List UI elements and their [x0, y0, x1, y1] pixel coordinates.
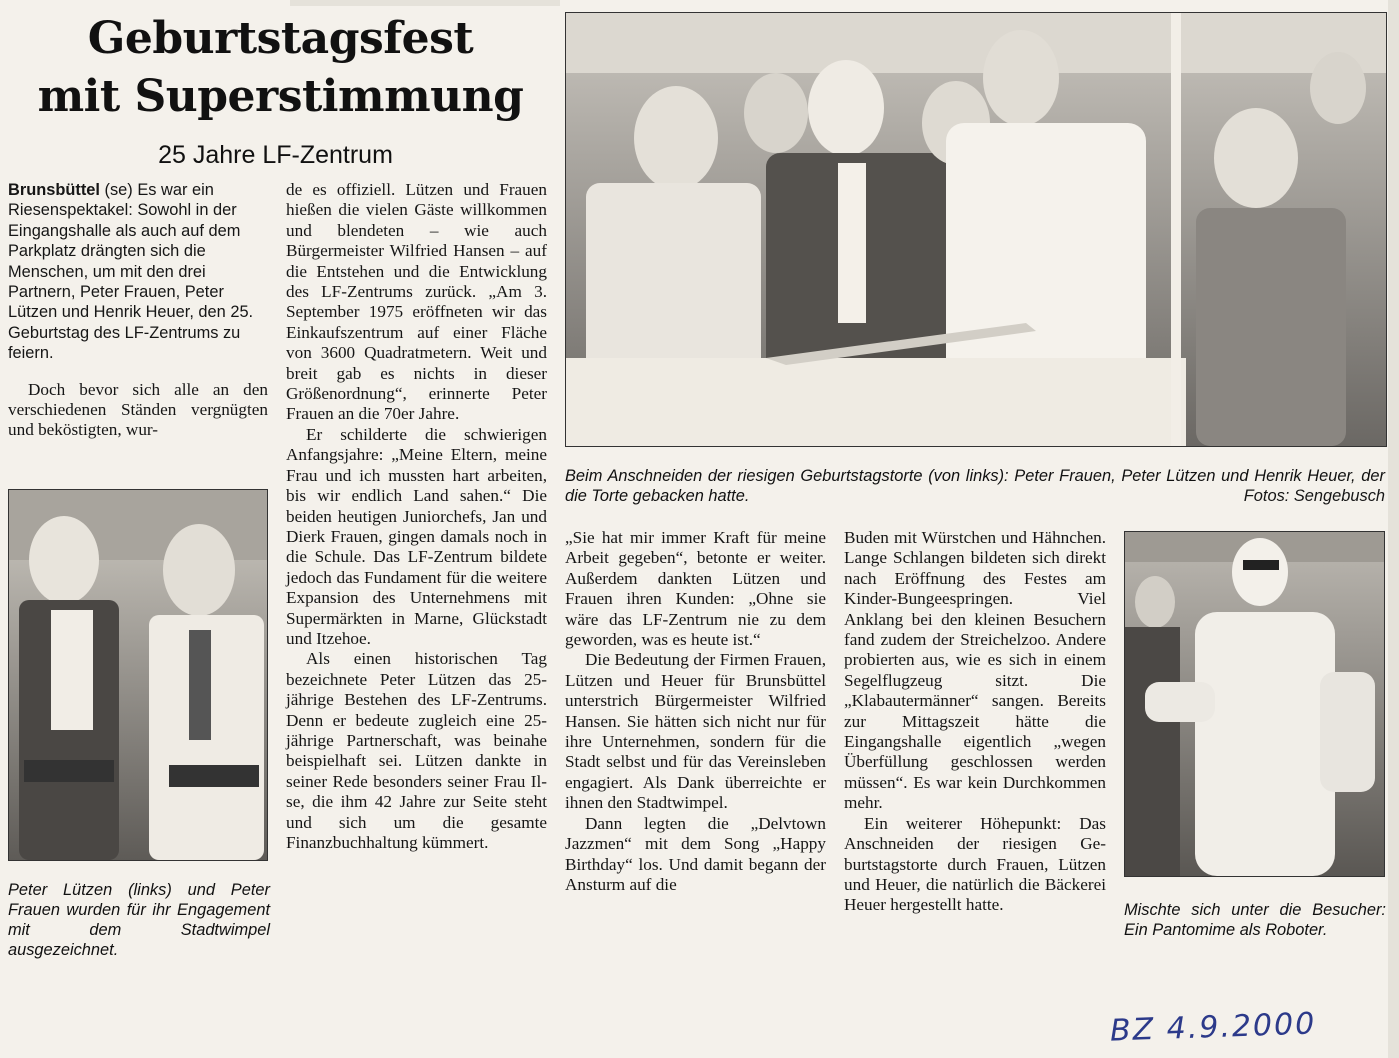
- article-paragraph-5: Die Bedeutung der Firmen Frauen, Lützen und Heuer für Brunsbüttel unterstrich Bürgermeister Wilfried Hansen. Sie hätten sich nicht nur für ihre Unternehmen, sondern für die Stadt selbst und für das Vereinsleben engagiert. Als Dank überreichte er ihnen den Stadtwimpel.: [565, 650, 826, 813]
- photo-cake-cutting-image: [566, 13, 1386, 446]
- article-dateline: Brunsbüttel: [8, 181, 100, 199]
- photo-pantomime: [1124, 531, 1385, 877]
- article-paragraph-1-cont: de es offiziell. Lützen und Frauen hießen die vielen Gäste willkommen und blendeten – wie auch Bürgermeister Wilfried Hansen – auf die Entstehen und die Entwicklung des LF-Zentrums zurück. „Am 3. September 1975 eröffneten wir das Einkaufszentrum auf einer Fläche von 3600 Quadratmetern. Weit und breit gab es nichts in dieser Größenordnung“, erinnerte Peter Frauen an die 70er Jahre.: [286, 180, 547, 424]
- caption-main-photo: Beim Anschneiden der riesigen Geburtstagstorte (von links): Peter Frauen, Peter Lützen und Henrik Heuer, der die Torte gebacken hatte.: [565, 467, 1385, 505]
- adjacent-article-remnant-right: [1388, 0, 1399, 1058]
- article-paragraph-7: Ein weiterer Höhepunkt: Das Anschneiden der riesigen Geburtstagstorte durch Frauen, Lützen und Heuer, die natürlich die Bäckerei Heuer hergestellt hatte.: [844, 813, 1106, 915]
- article-paragraph-3: Als einen historischen Tag bezeichnete Peter Lützen das 25-jährige Bestehen des LF-Zentrums. Denn er bedeute zugleich eine 25-jährige Partnerschaft, was beinahe beispielhaft sei. Lützen dankte in seiner Rede besonders seiner Frau Ilse, die ihm 42 Jahre zur Seite steht und sich um die gesamte Finanzbuchhaltung kümmert.: [286, 649, 547, 852]
- adjacent-article-remnant-top: [290, 0, 560, 6]
- headline-line-2: mit Superstimmung: [37, 71, 524, 122]
- handwritten-date-note: BZ 4.9.2000: [1109, 1006, 1317, 1049]
- article-paragraph-1-start: Doch bevor sich alle an den verschiedenen Ständen vergnügten und beköstigten, wur-: [8, 379, 268, 440]
- article-headline: [8, 10, 553, 126]
- article-column-2: [286, 180, 547, 853]
- photo-lutzen-frauen-image: [9, 490, 267, 860]
- article-column-1: [8, 180, 268, 441]
- photo-lutzen-frauen: [8, 489, 268, 861]
- article-column-4: [844, 528, 1106, 916]
- caption-left-photo: Peter Lützen (links) und Peter Frauen wurden für ihr Engagement mit dem Stadtwimpel ausgezeichnet.: [8, 881, 270, 959]
- photo-cake-cutting: [565, 12, 1387, 447]
- photo-credit: Fotos: Sengebusch: [1243, 487, 1385, 505]
- article-subheadline: 25 Jahre LF-Zentrum: [158, 141, 393, 169]
- article-paragraph-6-cont: Buden mit Würstchen und Hähnchen. Lange Schlangen bildeten sich direkt nach Eröffnung des Festes am Kinder-Bungeespringen. Viel Anklang bei den kleinen Besuchern fand zudem der Streichelzoo. Andere probierten aus, wie es sich in einem Segelflugzeug sitzt. Die „Klabautermänner“ sangen. Bereits zur Mittagszeit hätte die Eingangshalle eigentlich „wegen Überfüllung geschlossen werden müssen“. Es war kein Durchkommen mehr.: [844, 528, 1106, 813]
- headline-line-1: Geburtstagsfest: [87, 13, 474, 64]
- article-lead-text: (se) Es war ein Riesenspektakel: Sowohl in der Eingangshalle als auch auf dem Parkplatz drängten sich die Menschen, um mit den drei Partnern, Peter Frauen, Peter Lützen und Henrik Heuer, den 25. Geburtstag des LF-Zentrums zu feiern.: [8, 181, 254, 363]
- photo-pantomime-image: [1125, 532, 1384, 876]
- article-paragraph-2: Er schilderte die schwierigen Anfangsjahre: „Meine Eltern, meine Frau und ich mussten hart arbeiten, bis wir endlich Land sahen.“ Die beiden heutigen Juniorchefs, Jan und Dierk Frauen, gingen damals noch in die Schule. Das LF-Zentrum bildete jedoch das Fundament für die weitere Expansion des Unternehmens mit Supermärkten in Marne, Glückstadt und Itzehoe.: [286, 424, 547, 648]
- caption-right-photo: Mischte sich unter die Besucher: Ein Pantomime als Roboter.: [1124, 901, 1386, 939]
- article-column-3: [565, 528, 826, 895]
- article-lead: [8, 180, 268, 364]
- article-paragraph-6-start: Dann legten die „Delvtown Jazzmen“ mit dem Song „Happy Birthday“ los. Und damit begann der Ansturm auf die: [565, 813, 826, 894]
- article-paragraph-4: „Sie hat mir immer Kraft für meine Arbeit gegeben“, betonte er weiter. Außerdem dankten Lützen und Frauen ihren Kunden: „Ohne sie wäre das LF-Zentrum nie zu dem geworden, was es heute ist.“: [565, 528, 826, 650]
